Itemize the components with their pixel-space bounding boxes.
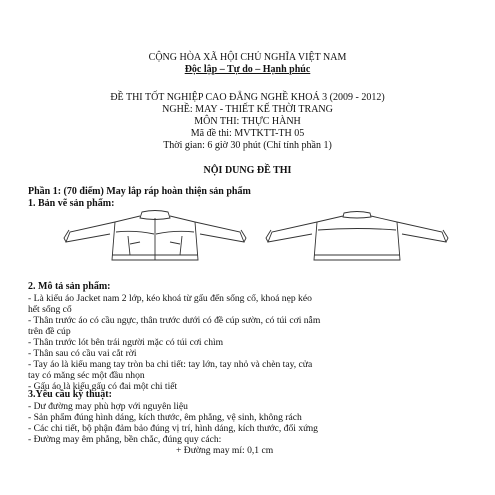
requirement-line: - Các chi tiết, bộ phận đảm bảo đúng vị trí, hình dáng, kích thước, đối xứng: [28, 423, 318, 434]
jacket-back-sketch: [262, 208, 452, 268]
requirement-line: - Sản phẩm đúng hình dáng, kích thước, êm phẳng, vệ sinh, không rách: [28, 412, 302, 423]
exam-duration: Thời gian: 6 giờ 30 phút (Chỉ tính phần 1): [163, 140, 332, 151]
republic-title: CỘNG HÒA XÃ HỘI CHỦ NGHĨA VIỆT NAM: [148, 52, 347, 63]
content-title: NỘI DUNG ĐỀ THI: [203, 165, 292, 176]
description-line: trên đề cúp: [28, 326, 71, 337]
exam-trade: NGHỀ: MAY - THIẾT KẾ THỜI TRANG: [162, 104, 333, 115]
requirements-heading: 3.Yêu cầu kỹ thuật:: [28, 389, 112, 400]
requirement-line: - Dư đường may phù hợp với nguyên liệu: [28, 401, 188, 412]
exam-title: ĐỀ THI TỐT NGHIỆP CAO ĐẲNG NGHỀ KHOÁ 3 (2009 - 2012): [110, 92, 385, 103]
jacket-front-sketch: [60, 208, 250, 268]
description-line: hết sống cổ: [28, 304, 72, 315]
exam-subject: MÔN THI: THỰC HÀNH: [194, 116, 301, 127]
part1-heading: Phần 1: (70 điểm) May lắp ráp hoàn thiện sản phẩm: [28, 186, 251, 197]
description-line: - Thân sau có cầu vai cắt rời: [28, 348, 137, 359]
description-line: - Là kiểu áo Jacket nam 2 lớp, kéo khoá từ gấu đến sống cổ, khoá nẹp kéo: [28, 293, 312, 304]
requirement-line: - Đường may êm phẳng, bền chắc, đúng quy cách:: [28, 434, 222, 445]
national-motto: Độc lập – Tự do – Hạnh phúc: [184, 64, 311, 75]
description-line: - Tay áo là kiểu mang tay tròn ba chi tiết: tay lớn, tay nhỏ và chèn tay, cửa: [28, 359, 313, 370]
description-line: - Thân trước áo có cầu ngực, thân trước dưới có đề cúp sườn, có túi cơi nẫm: [28, 315, 321, 326]
exam-code: Mã đề thi: MVTKTT-TH 05: [190, 128, 305, 139]
description-heading: 2. Mô tả sản phẩm:: [28, 281, 111, 292]
description-line: - Thân trước lót bên trái người mặc có túi cơi chìm: [28, 337, 224, 348]
description-line: tay có măng séc một đầu nhọn: [28, 370, 145, 381]
description-line: - Gấu áo là kiểu gấu có đai một chi tiết: [28, 381, 178, 392]
requirement-line: + Đường may mí: 0,1 cm: [176, 445, 274, 456]
sketch-heading: 1. Bản vẽ sản phẩm:: [28, 198, 115, 209]
